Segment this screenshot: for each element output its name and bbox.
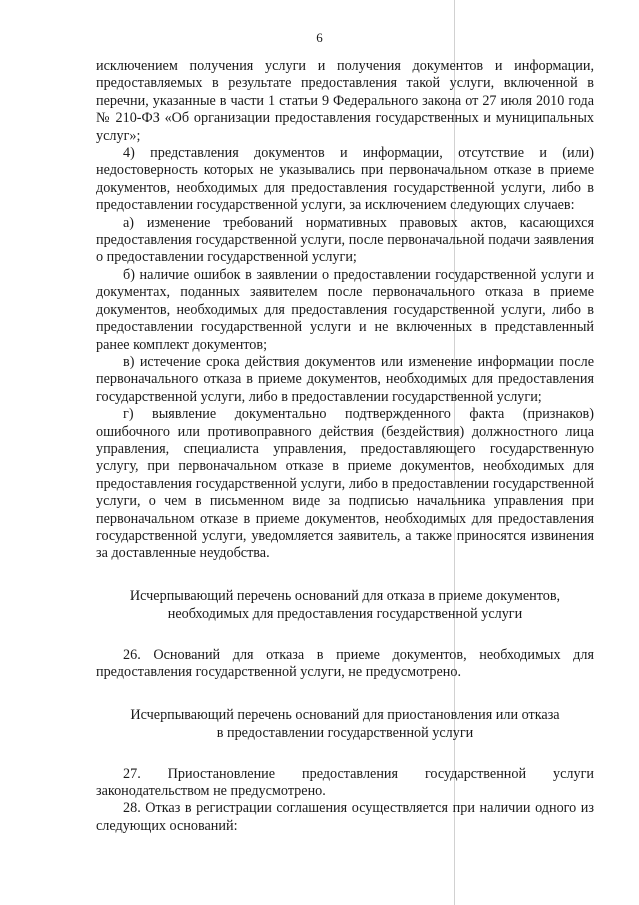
paragraph-continuation: исключением получения услуги и получения документов и информации, предоставляемых в результате предоставления такой услуги, включенной в перечни, указанные в части 1 статьи 9 Федерального закона от 27 июля 2010 года № 210-ФЗ «Об организации предоставления государственных и муниципальных услуг»; bbox=[96, 58, 594, 144]
document-body bbox=[96, 58, 594, 835]
paragraph-28: 28. Отказ в регистрации соглашения осуществляется при наличии одного из следующих оснований: bbox=[96, 800, 594, 834]
paragraph-subitem-b: б) наличие ошибок в заявлении о предоставлении государственной услуги и документах, поданных заявителем после первоначального отказа в приеме документов, необходимых для предоставления государственной услуги, либо в предоставлении государственной услуги и не включенных в представленный ранее комплект документов; bbox=[96, 266, 594, 353]
paragraph-26: 26. Оснований для отказа в приеме документов, необходимых для предоставления государственной услуги, не предусмотрено. bbox=[96, 646, 594, 681]
section-heading-suspension: Исчерпывающий перечень оснований для приостановления или отказа bbox=[130, 706, 560, 723]
page-number: 6 bbox=[316, 30, 323, 45]
paragraph-subitem-a: а) изменение требований нормативных правовых актов, касающихся предоставления государственной услуги, после первоначальной подачи заявления о предоставлении государственной услуги; bbox=[96, 214, 594, 266]
section-heading-suspension-line2: в предоставлении государственной услуги bbox=[216, 724, 474, 741]
paragraph-subitem-v: в) истечение срока действия документов или изменение информации после первоначального отказа в приеме документов, необходимых для предоставления государственной услуги, либо в предоставлении государственной услуги; bbox=[96, 353, 594, 405]
paragraph-item-4: 4) представления документов и информации, отсутствие и (или) недостоверность которых не указывались при первоначальном отказе в приеме документов, необходимых для предоставления государственной услуги, либо в предоставлении государственной услуги, за исключением следующих случаев: bbox=[96, 145, 594, 214]
section-heading-refusal-documents: Исчерпывающий перечень оснований для отказа в приеме документов, bbox=[129, 587, 561, 604]
section-heading-refusal-documents-line2: необходимых для предоставления государственной услуги bbox=[167, 605, 523, 622]
paragraph-subitem-g: г) выявление документально подтвержденного факта (признаков) ошибочного или противоправного действия (бездействия) должностного лица управления, специалиста управления, предоставляющего государственную услугу, при первоначальном отказе в приеме документов, необходимых для предоставления государственной услуги, либо в предоставлении государственной услуги, о чем в письменном виде за подписью начальника управления при первоначальном отказе в приеме документов, необходимых для предоставления государственной услуги, уведомляется заявитель, а также приносятся извинения за доставленные неудобства. bbox=[96, 406, 594, 562]
paragraph-27: 27. Приостановление предоставления государственной услуги законодательством не предусмотрено. bbox=[96, 765, 594, 799]
